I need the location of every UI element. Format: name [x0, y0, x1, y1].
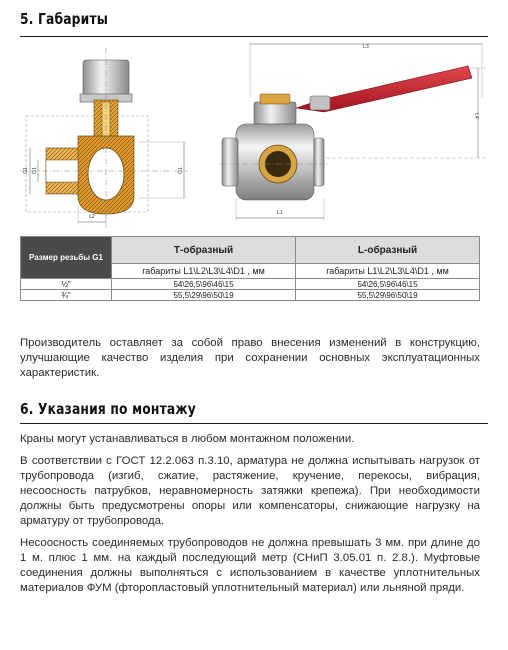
- gost-requirements-text: В соответствии с ГОСТ 12.2.063 п.3.10, арматура не должна испытывать нагрузок от трубопровода (изгиб, сжатие, растяжение, кручение, перекосы, вибрация, несоосность патрубков, неравномерность затяжки крепежа). При необходимости должны быть предусмотрены опоры или компенсаторы, снижающие нагрузку на арматуру от трубопровода.: [20, 455, 480, 527]
- valve-dimension-diagram: [20, 38, 488, 232]
- label-g1-right: G1: [178, 166, 184, 174]
- row-t-value: 54\26,5\96\46\15: [112, 279, 296, 290]
- section-5-title: 5. Габариты: [20, 10, 109, 28]
- manufacturer-note: Производитель оставляет за собой право внесения изменений в конструкцию, улучшающие качество изделия при сохранении основных эксплуатационных характеристик.: [20, 337, 480, 379]
- label-d1: D1: [32, 166, 38, 174]
- misalignment-text: Несоосность соединяемых трубопроводов не должна превышать 3 мм. при длине до 1 м. плюс 1 мм. на каждый последующий метр (СНиП 3.05.01 п. 2.8.). Муфтовые соединения должны выполняться с использованием в качестве уплотнительных материалов ФУМ (фторопластовый уплотнительный материал) или льняной пряди.: [20, 537, 480, 594]
- label-l3: L3: [363, 44, 369, 50]
- table-header-row: [21, 237, 480, 264]
- row-l-value: 55,5\29\96\50\19: [296, 290, 480, 301]
- row-size: ½": [21, 279, 112, 290]
- row-size: ¾": [21, 290, 112, 301]
- thread-size-header: Размер резьбы G1: [21, 237, 112, 279]
- table-row: [21, 290, 480, 301]
- install-position-text: Краны могут устанавливаться в любом монтажном положении.: [20, 433, 355, 445]
- label-g1: G1: [23, 166, 29, 174]
- row-l-value: 54\26,5\96\46\15: [296, 279, 480, 290]
- section-view: [20, 48, 188, 228]
- label-l4: L4: [473, 113, 479, 119]
- label-l2: L2: [89, 214, 95, 220]
- t-dims-label: габариты L1\L2\L3\L4\D1 , мм: [112, 264, 296, 279]
- l-dims-label: габариты L1\L2\L3\L4\D1 , мм: [296, 264, 480, 279]
- section-6-rule: [20, 423, 488, 424]
- dimensions-table: [20, 236, 480, 301]
- l-type-header: L-образный: [296, 237, 480, 264]
- valve-3d-view: [220, 42, 486, 220]
- section-5-rule: [20, 36, 488, 37]
- label-l1: L1: [277, 210, 283, 216]
- t-type-header: Т-образный: [112, 237, 296, 264]
- row-t-value: 55,5\29\96\50\19: [112, 290, 296, 301]
- table-row: [21, 279, 480, 290]
- section-6-title: 6. Указания по монтажу: [20, 400, 196, 418]
